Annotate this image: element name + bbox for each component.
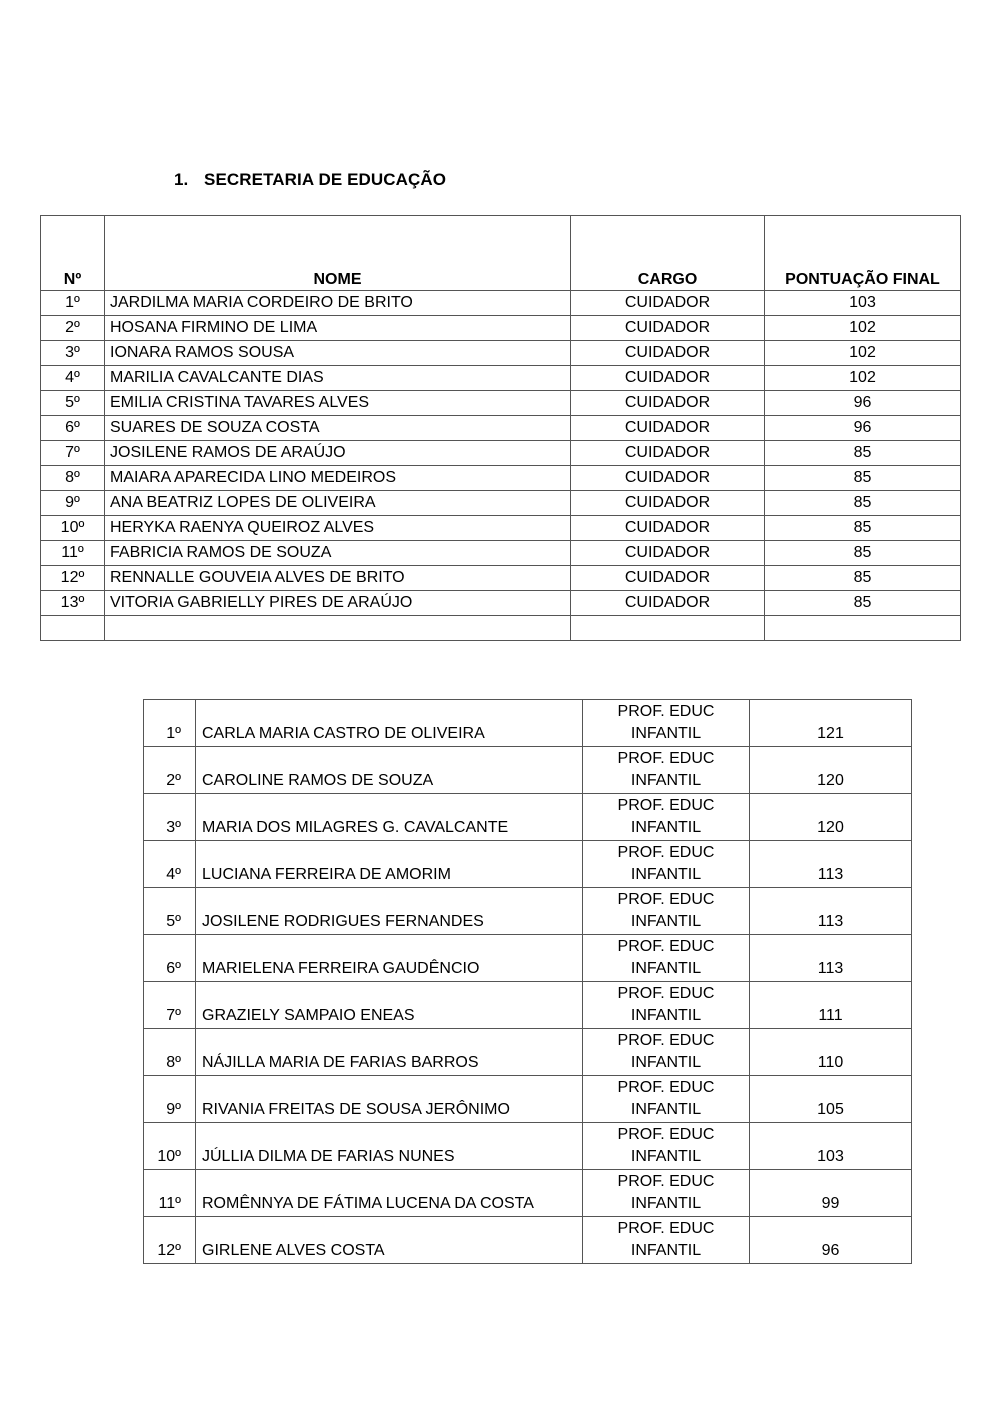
cell-name: RIVANIA FREITAS DE SOUSA JERÔNIMO <box>196 1076 583 1123</box>
cell-role: CUIDADOR <box>571 491 765 516</box>
cell-score: 105 <box>750 1076 912 1123</box>
cell-position: 7º <box>144 982 196 1029</box>
cell-score: 121 <box>750 700 912 747</box>
cell-position: 2º <box>144 747 196 794</box>
cell-name: MARIA DOS MILAGRES G. CAVALCANTE <box>196 794 583 841</box>
cell-role: PROF. EDUC INFANTIL <box>583 1029 750 1076</box>
cuidador-table-body <box>41 216 961 641</box>
cell-role: PROF. EDUC INFANTIL <box>583 1217 750 1264</box>
cell-role: PROF. EDUC INFANTIL <box>583 700 750 747</box>
cell-name: CARLA MARIA CASTRO DE OLIVEIRA <box>196 700 583 747</box>
table-row <box>41 541 961 566</box>
cell-position: 6º <box>144 935 196 982</box>
cell-role: CUIDADOR <box>571 291 765 316</box>
cell-position: 10º <box>144 1123 196 1170</box>
table-row <box>41 616 961 641</box>
table-row <box>41 391 961 416</box>
cell-name: JOSILENE RODRIGUES FERNANDES <box>196 888 583 935</box>
table-row <box>41 366 961 391</box>
section-heading <box>174 170 446 190</box>
cell-role <box>571 616 765 641</box>
cell-role: PROF. EDUC INFANTIL <box>583 888 750 935</box>
table-row <box>41 516 961 541</box>
cell-name: JARDILMA MARIA CORDEIRO DE BRITO <box>105 291 571 316</box>
table-row <box>144 747 912 794</box>
cell-role: CUIDADOR <box>571 416 765 441</box>
cell-position: 9º <box>144 1076 196 1123</box>
cell-name: JÚLLIA DILMA DE FARIAS NUNES <box>196 1123 583 1170</box>
cell-score: 102 <box>765 316 961 341</box>
cell-position: 12º <box>41 566 105 591</box>
cell-name <box>105 616 571 641</box>
cell-name: GIRLENE ALVES COSTA <box>196 1217 583 1264</box>
cell-name: MARIELENA FERREIRA GAUDÊNCIO <box>196 935 583 982</box>
cell-role: CUIDADOR <box>571 341 765 366</box>
cell-position: 3º <box>144 794 196 841</box>
prof-table-body <box>144 700 912 1264</box>
cell-position: 7º <box>41 441 105 466</box>
cell-name: ROMÊNNYA DE FÁTIMA LUCENA DA COSTA <box>196 1170 583 1217</box>
cell-role: PROF. EDUC INFANTIL <box>583 1076 750 1123</box>
cell-role: CUIDADOR <box>571 566 765 591</box>
header-num: Nº <box>41 216 105 291</box>
cell-role: CUIDADOR <box>571 591 765 616</box>
cell-name: MAIARA APARECIDA LINO MEDEIROS <box>105 466 571 491</box>
cell-score <box>765 616 961 641</box>
cell-position: 13º <box>41 591 105 616</box>
table-row <box>144 794 912 841</box>
cell-name: LUCIANA FERREIRA DE AMORIM <box>196 841 583 888</box>
cell-score: 85 <box>765 541 961 566</box>
table-row <box>144 982 912 1029</box>
cell-name: MARILIA CAVALCANTE DIAS <box>105 366 571 391</box>
table-row <box>41 416 961 441</box>
cell-position: 10º <box>41 516 105 541</box>
cell-score: 85 <box>765 516 961 541</box>
header-role: CARGO <box>571 216 765 291</box>
table-row <box>144 1076 912 1123</box>
cell-position: 8º <box>41 466 105 491</box>
header-name: NOME <box>105 216 571 291</box>
cell-position: 1º <box>41 291 105 316</box>
table-row <box>41 466 961 491</box>
cell-role: PROF. EDUC INFANTIL <box>583 982 750 1029</box>
cell-position: 3º <box>41 341 105 366</box>
cell-score: 99 <box>750 1170 912 1217</box>
table-row <box>144 888 912 935</box>
cell-role: CUIDADOR <box>571 441 765 466</box>
cell-name: GRAZIELY SAMPAIO ENEAS <box>196 982 583 1029</box>
section-title: SECRETARIA DE EDUCAÇÃO <box>204 170 447 189</box>
header-score: PONTUAÇÃO FINAL <box>765 216 961 291</box>
cell-position: 6º <box>41 416 105 441</box>
cell-role: CUIDADOR <box>571 541 765 566</box>
table-row <box>144 1170 912 1217</box>
cell-score: 102 <box>765 366 961 391</box>
table-row <box>41 291 961 316</box>
table-row <box>144 700 912 747</box>
cell-position: 4º <box>144 841 196 888</box>
table-row <box>41 591 961 616</box>
cell-score: 85 <box>765 566 961 591</box>
cell-position: 12º <box>144 1217 196 1264</box>
table-row <box>144 841 912 888</box>
cell-role: CUIDADOR <box>571 366 765 391</box>
cell-name: NÁJILLA MARIA DE FARIAS BARROS <box>196 1029 583 1076</box>
cell-name: RENNALLE GOUVEIA ALVES DE BRITO <box>105 566 571 591</box>
table-header-row <box>41 216 961 291</box>
cell-score: 120 <box>750 747 912 794</box>
cell-name: HOSANA FIRMINO DE LIMA <box>105 316 571 341</box>
cell-position: 11º <box>144 1170 196 1217</box>
cell-name: SUARES DE SOUZA COSTA <box>105 416 571 441</box>
table-row <box>144 1217 912 1264</box>
cell-score: 110 <box>750 1029 912 1076</box>
cell-name: JOSILENE RAMOS DE ARAÚJO <box>105 441 571 466</box>
cell-role: CUIDADOR <box>571 516 765 541</box>
cell-score: 103 <box>750 1123 912 1170</box>
cell-role: CUIDADOR <box>571 316 765 341</box>
cell-role: CUIDADOR <box>571 466 765 491</box>
cell-role: CUIDADOR <box>571 391 765 416</box>
cell-name: EMILIA CRISTINA TAVARES ALVES <box>105 391 571 416</box>
cell-score: 102 <box>765 341 961 366</box>
table-row <box>41 441 961 466</box>
cell-position: 8º <box>144 1029 196 1076</box>
cell-score: 85 <box>765 466 961 491</box>
cell-position: 2º <box>41 316 105 341</box>
table-row <box>41 316 961 341</box>
cell-name: CAROLINE RAMOS DE SOUZA <box>196 747 583 794</box>
cell-position: 4º <box>41 366 105 391</box>
cell-score: 120 <box>750 794 912 841</box>
table-row <box>41 341 961 366</box>
prof-educ-infantil-ranking-table <box>143 699 912 1264</box>
cell-score: 113 <box>750 888 912 935</box>
cell-name: ANA BEATRIZ LOPES DE OLIVEIRA <box>105 491 571 516</box>
cell-role: PROF. EDUC INFANTIL <box>583 1123 750 1170</box>
cell-name: VITORIA GABRIELLY PIRES DE ARAÚJO <box>105 591 571 616</box>
cell-score: 96 <box>765 416 961 441</box>
cell-position: 5º <box>41 391 105 416</box>
cell-score: 111 <box>750 982 912 1029</box>
cell-position: 11º <box>41 541 105 566</box>
cell-score: 113 <box>750 841 912 888</box>
cell-position: 9º <box>41 491 105 516</box>
cell-score: 96 <box>750 1217 912 1264</box>
table-row <box>41 491 961 516</box>
cell-role: PROF. EDUC INFANTIL <box>583 935 750 982</box>
cell-score: 85 <box>765 441 961 466</box>
cell-position: 1º <box>144 700 196 747</box>
cell-position <box>41 616 105 641</box>
cell-score: 85 <box>765 491 961 516</box>
cell-name: IONARA RAMOS SOUSA <box>105 341 571 366</box>
cuidador-ranking-table <box>40 215 961 641</box>
table-row <box>144 935 912 982</box>
cell-role: PROF. EDUC INFANTIL <box>583 841 750 888</box>
cell-score: 85 <box>765 591 961 616</box>
table-row <box>144 1123 912 1170</box>
cell-role: PROF. EDUC INFANTIL <box>583 747 750 794</box>
cell-role: PROF. EDUC INFANTIL <box>583 794 750 841</box>
cell-score: 113 <box>750 935 912 982</box>
cell-score: 103 <box>765 291 961 316</box>
cell-role: PROF. EDUC INFANTIL <box>583 1170 750 1217</box>
cell-position: 5º <box>144 888 196 935</box>
cell-score: 96 <box>765 391 961 416</box>
cell-name: HERYKA RAENYA QUEIROZ ALVES <box>105 516 571 541</box>
table-row <box>144 1029 912 1076</box>
section-number: 1. <box>174 170 189 189</box>
cell-name: FABRICIA RAMOS DE SOUZA <box>105 541 571 566</box>
table-row <box>41 566 961 591</box>
